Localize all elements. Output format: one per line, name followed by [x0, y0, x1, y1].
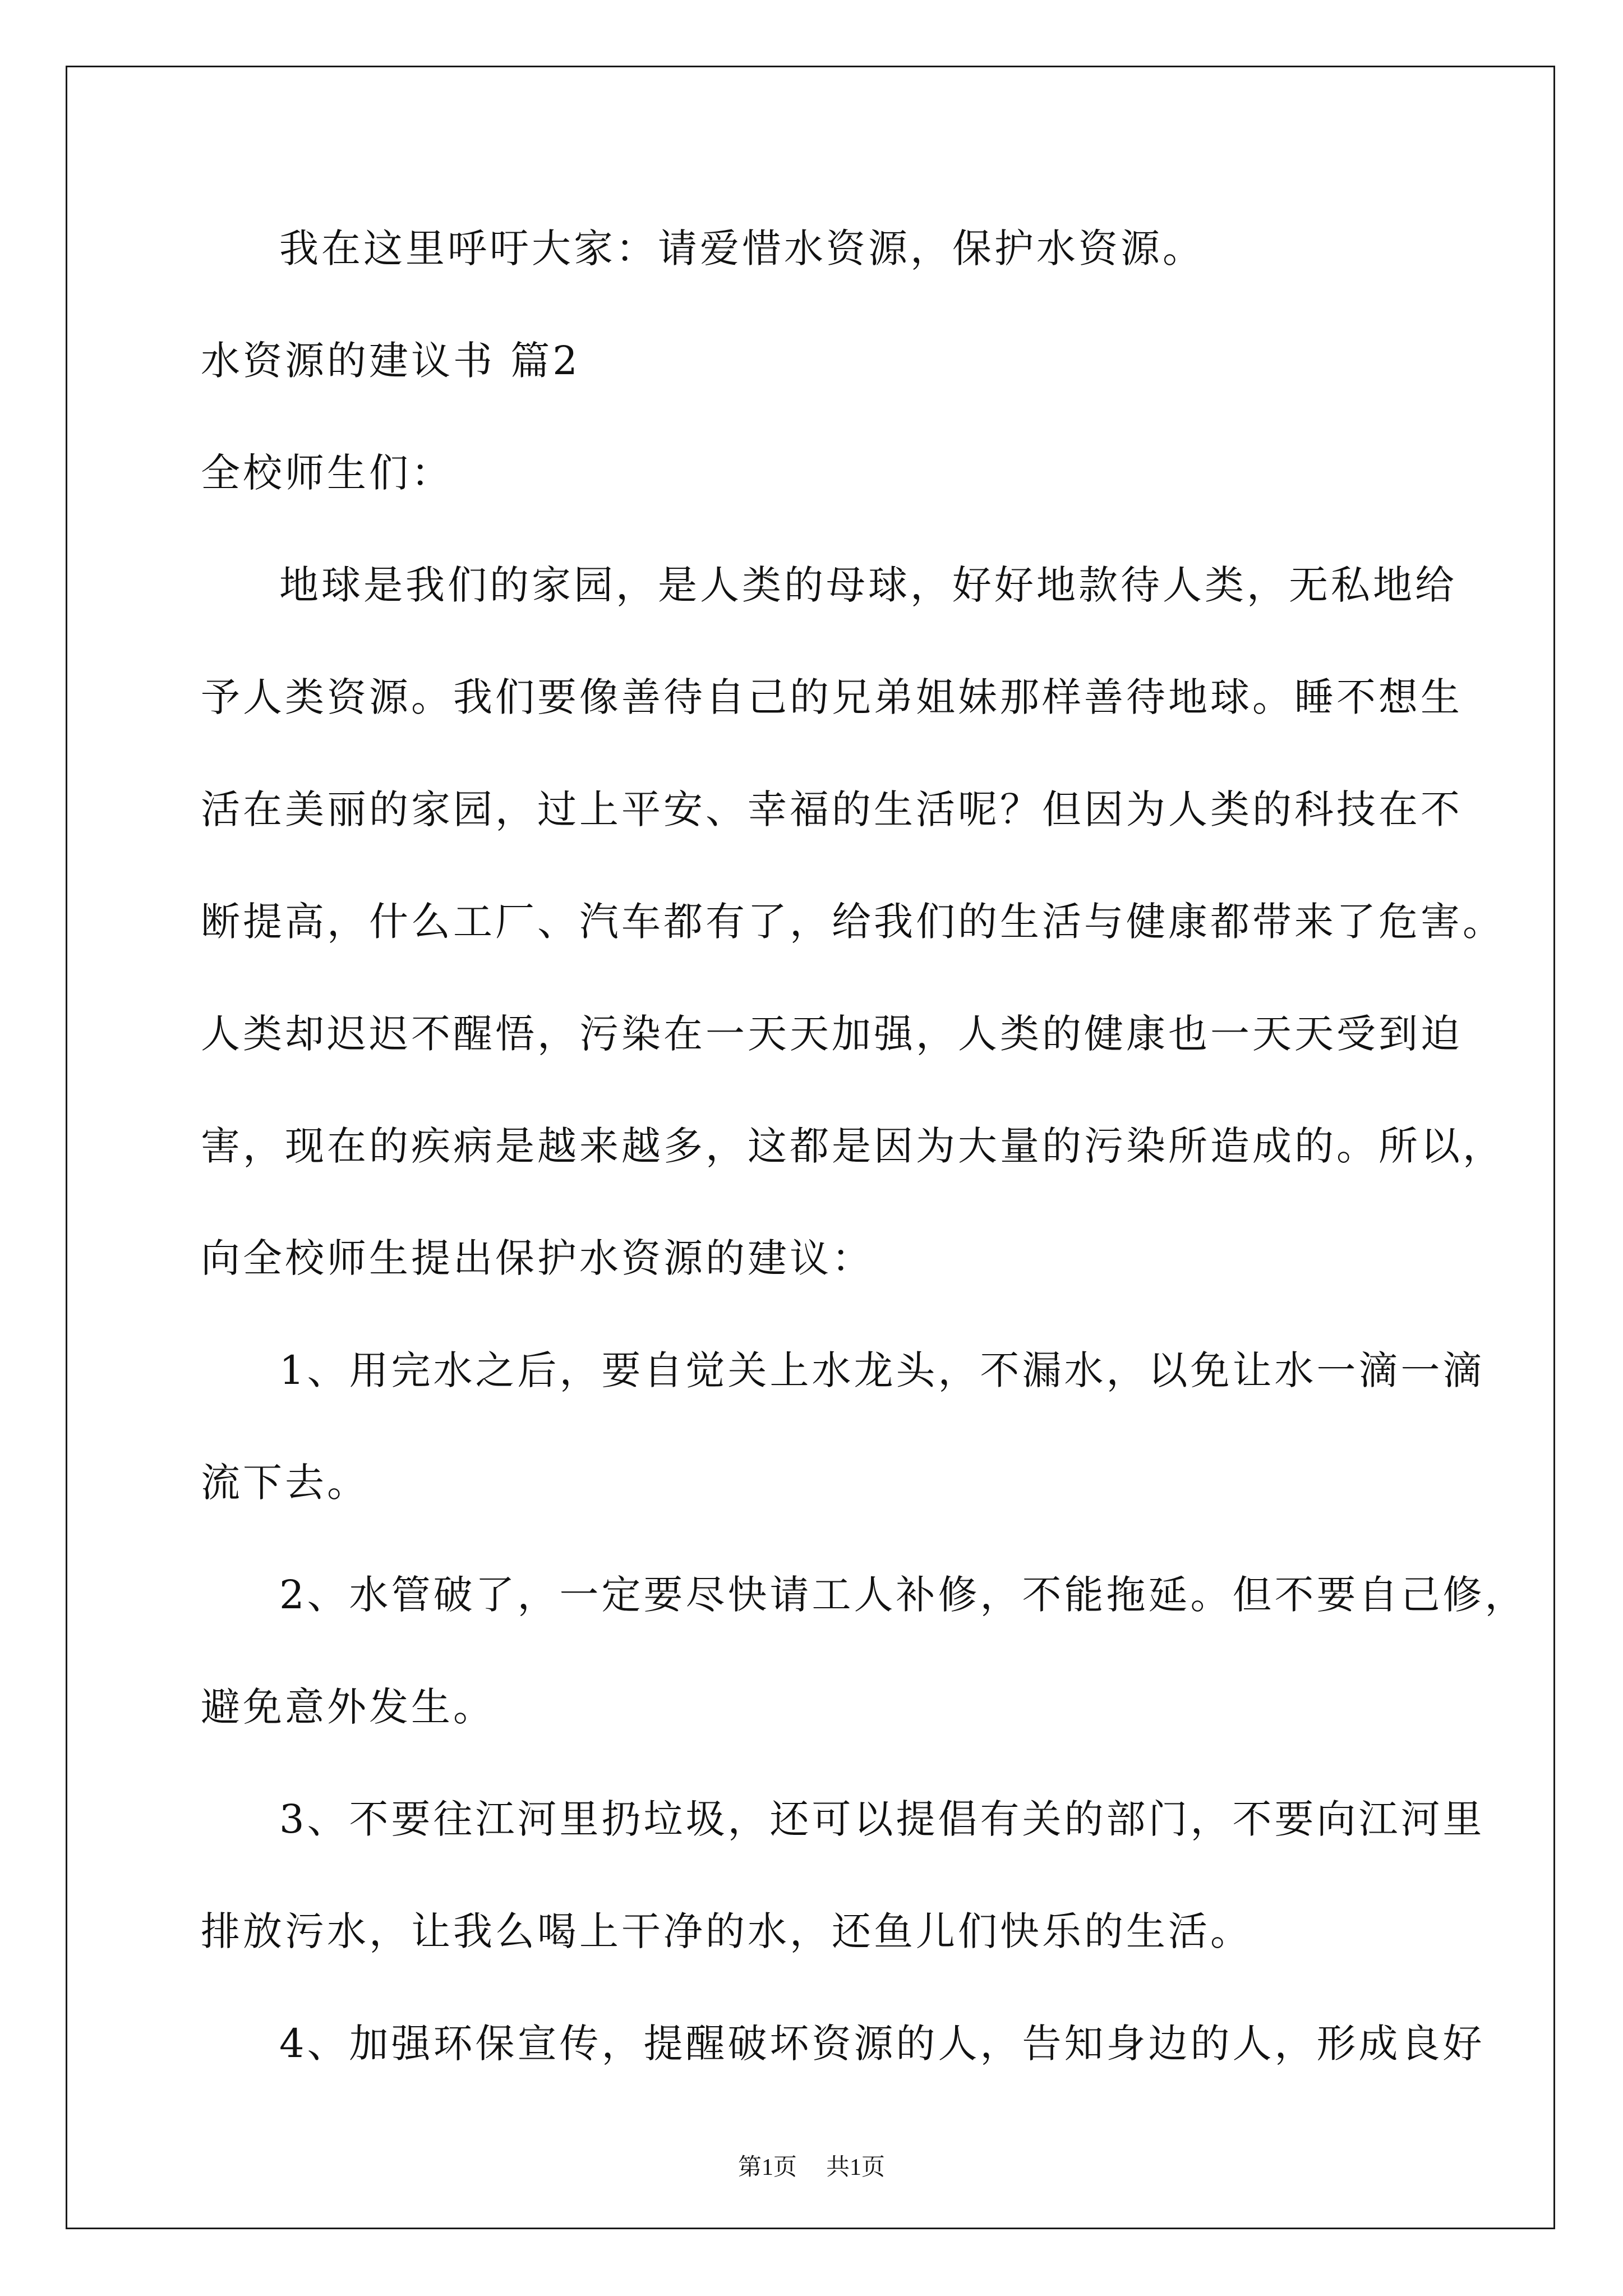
- suggestion-item-3-cont: 排放污水，让我么喝上干净的水，还鱼儿们快乐的生活。: [201, 1908, 1252, 1954]
- section-heading: 水资源的建议书 篇2: [201, 338, 580, 384]
- paragraph-closing-line: 我在这里呼吁大家：请爱惜水资源，保护水资源。: [279, 226, 1205, 272]
- body-line: 活在美丽的家园，过上平安、幸福的生活呢？但因为人类的科技在不: [201, 786, 1463, 832]
- body-line: 人类却迟迟不醒悟，污染在一天天加强，人类的健康也一天天受到迫: [201, 1011, 1463, 1057]
- suggestion-item-2-cont: 避免意外发生。: [201, 1684, 495, 1730]
- page-number: 第1页: [737, 2155, 797, 2180]
- suggestion-item-4: 4、加强环保宣传，提醒破坏资源的人，告知身边的人，形成良好: [279, 2021, 1485, 2067]
- body-line: 断提高，什么工厂、汽车都有了，给我们的生活与健康都带来了危害。: [201, 899, 1505, 945]
- body-line: 向全校师生提出保护水资源的建议：: [201, 1235, 874, 1281]
- body-line: 地球是我们的家园，是人类的母球，好好地款待人类，无私地给: [279, 562, 1457, 608]
- page-total: 共1页: [826, 2155, 886, 2180]
- body-line: 予人类资源。我们要像善待自己的兄弟姐妹那样善待地球。睡不想生: [201, 674, 1463, 720]
- suggestion-item-1-cont: 流下去。: [201, 1460, 369, 1506]
- page-footer: [0, 2156, 1623, 2179]
- suggestion-item-3: 3、不要往江河里扔垃圾，还可以提倡有关的部门，不要向江河里: [279, 1796, 1485, 1842]
- salutation: 全校师生们：: [201, 450, 453, 496]
- body-line: 害，现在的疾病是越来越多，这都是因为大量的污染所造成的。所以，: [201, 1123, 1505, 1169]
- suggestion-item-2: 2、水管破了，一定要尽快请工人补修，不能拖延。但不要自己修，: [279, 1572, 1527, 1618]
- suggestion-item-1: 1、用完水之后，要自觉关上水龙头，不漏水，以免让水一滴一滴: [279, 1347, 1485, 1393]
